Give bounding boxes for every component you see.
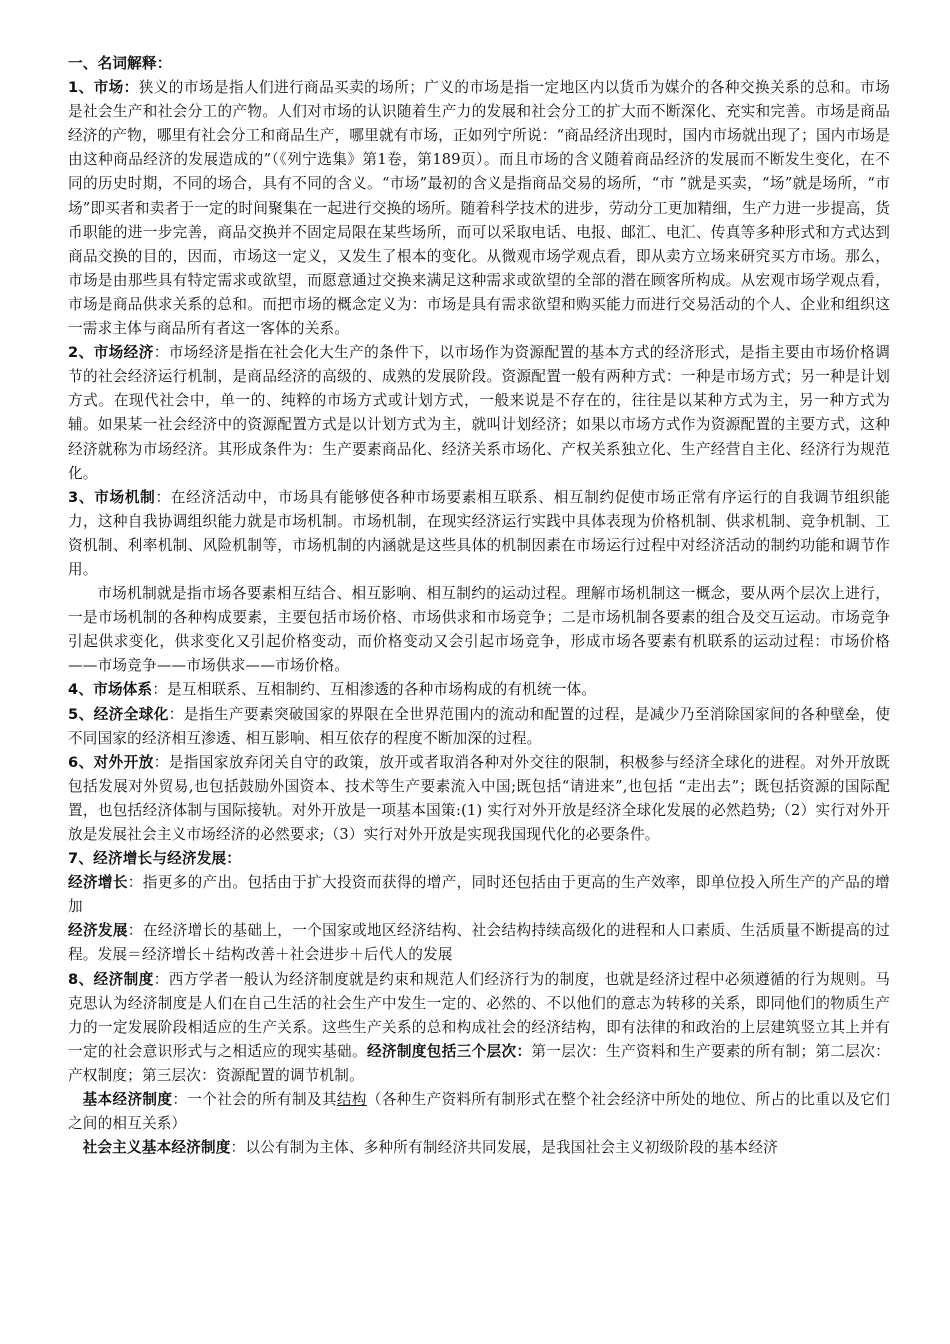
term-label: 1、市场： xyxy=(68,79,139,97)
term-market-system xyxy=(68,678,890,702)
term-definition-tail: （各种生产资料所有制形式在整个社会经济中所处的地位、所占的比重以及它们之间的相互关系） xyxy=(68,1091,890,1133)
term-basic-economic-system xyxy=(68,1088,890,1136)
term-label: 6、对外开放 xyxy=(68,753,154,771)
term-definition: ：在经济活动中，市场具有能够使各种市场要素相互联系、相互制约促使市场正常有序运行的自我调节组织能力，这种自我协调组织能力就是市场机制。市场机制，在现实经济运行实践中具体表现为价格机制、供求机制、竞争机制、工资机制、利率机制、风险机制等，市场机制的内涵就是这些具体的机制因素在市场运行过程中对经济活动的制约功能和调节作用。 xyxy=(68,488,890,578)
term-definition: ：是指国家放弃闭关自守的政策，放开或者取消各种对外交往的限制，积极参与经济全球化的进程。对外开放既包括发展对外贸易,也包括鼓励外国资本、技术等生产要素流入中国;既包括“请进来”,也包括 “走出去”；既包括资源的国际配置，也包括经济体制与国际接轨。对外开放是一项基本国策:(1) 实行对外开放是经济全球化发展的必然趋势;（2）实行对外开放是发展社会主义市场经济的必然要求;（3）实行对外开放是实现我国现代化的必要条件。 xyxy=(68,753,890,843)
term-market-mechanism xyxy=(68,486,890,582)
term-label: 基本经济制度 xyxy=(82,1091,173,1109)
section-heading: 一、名词解释： xyxy=(68,55,172,72)
term-label: 3、市场机制 xyxy=(68,488,156,506)
document-page xyxy=(68,52,890,1160)
term-label: 8、经济制度 xyxy=(68,970,154,988)
term-definition: 狭义的市场是指人们进行商品买卖的场所；广义的市场是指一定地区内以货币为媒介的各种交换关系的总和。市场是社会生产和社会分工的产物。人们对市场的认识随着生产力的发展和社会分工的扩大而不断深化、充实和完善。市场是商品经济的产物，哪里有社会分工和商品生产，哪里就有市场，正如列宁所说：“商品经济出现时，国内市场就出现了；国内市场是由这种商品经济的发展造成的”（《列宁选集》第1卷，第189页）。而且市场的含义随着商品经济的发展而不断发生变化，在不同的历史时期，不同的场合，具有不同的含义。“市场”最初的含义是指商品交易的场所，“市 ”就是买卖，“场”就是场所，“市场”即买者和卖者于一定的时间聚集在一起进行交换的场所。随着科学技术的进步，劳动分工更加精细，生产力进一步提高，货币职能的进一步完善，商品交换并不固定局限在某些场所，而可以采取电话、电报、邮汇、电汇、传真等多种形式和方式达到商品交换的目的，因而，市场这一定义，又发生了根本的变化。从微观市场学观点看，即从卖方立场来研究买方市场。那么，市场是由那些具有特定需求或欲望，而愿意通过交换来满足这种需求或欲望的全部的潜在顾客所构成。从宏观市场学观点看，市场是商品供求关系的总和。而把市场的概念定义为：市场是具有需求欲望和购买能力而进行交易活动的个人、企业和组织这一需求主体与商品所有者这一客体的关系。 xyxy=(68,79,890,338)
term-market xyxy=(68,76,890,341)
term-socialist-basic-economic-system xyxy=(68,1136,890,1160)
term-market-economy xyxy=(68,341,890,486)
term-label: 4、市场体系 xyxy=(68,681,153,699)
term-definition: ：指更多的产出。包括由于扩大投资而获得的增产，同时还包括由于更高的生产效率，即单位投入所生产的产品的增加 xyxy=(68,874,890,916)
term-economic-growth xyxy=(68,871,890,919)
term-levels: 第一层次：生产资料和生产要素的所有制；第二层次：产权制度；第三层次：资源配置的调节机制。 xyxy=(68,1042,890,1084)
term-growth-and-development: 7、经济增长与经济发展： xyxy=(68,850,242,868)
term-definition: ：在经济增长的基础上，一个国家或地区经济结构、社会结构持续高级化的进程和人口素质、生活质量不断提高的过程。发展＝经济增长＋结构改善＋社会进步＋后代人的发展 xyxy=(68,922,890,964)
term-label: 2、市场经济 xyxy=(68,344,154,362)
term-definition: ：西方学者一般认为经济制度就是约束和规范人们经济行为的制度，也就是经济过程中必须遵循的行为规则。马克思认为经济制度是人们在自己生活的社会生产中发生一定的、必然的、不以他们的意志为转移的关系，即同他们的物质生产力的一定发展阶段相适应的生产关系。这些生产关系的总和构成社会的经济结构，即有法律的和政治的上层建筑竖立其上并有一定的社会意识形式与之相适应的现实基础。 xyxy=(68,970,890,1060)
term-definition: ：市场经济是指在社会化大生产的条件下，以市场作为资源配置的基本方式的经济形式，是指主要由市场价格调节的社会经济运行机制，是商品经济的高级的、成熟的发展阶段。资源配置一般有两种方式：一种是市场方式；另一种是计划方式。在现代社会中，单一的、纯粹的市场方式或计划方式，一般来说是不存在的，往往是以某种方式为主，另一种方式为辅。如果某一社会经济中的资源配置方式是以计划方式为主，就叫计划经济；如果以市场方式作为资源配置的主要方式，这种经济就称为市场经济。其形成条件为：生产要素商品化、经济关系市场化、产权关系独立化、生产经营自主化、经济行为规范化。 xyxy=(68,344,890,482)
term-emphasis: 经济制度包括三个层次 xyxy=(366,1042,517,1060)
term-label: 社会主义基本经济制度 xyxy=(82,1139,231,1157)
term-opening-up xyxy=(68,751,890,847)
underlined-word: 结构 xyxy=(336,1091,367,1109)
term-definition: ：以公有制为主体、多种所有制经济共同发展，是我国社会主义初级阶段的基本经济 xyxy=(230,1139,778,1157)
term-definition: ：是互相联系、互相制约、互相渗透的各种市场构成的有机统一体。 xyxy=(152,681,597,699)
term-economic-development xyxy=(68,919,890,967)
term-definition: ：一个社会的所有制及其 xyxy=(172,1091,337,1109)
term-globalization xyxy=(68,703,890,751)
term-label: 5、经济全球化 xyxy=(68,705,169,723)
term-definition: ：是指生产要素突破国家的界限在全世界范围内的流动和配置的过程，是减少乃至消除国家间的各种壁垒，使不同国家的经济相互渗透、相互影响、相互依存的程度不断加深的过程。 xyxy=(68,705,890,747)
term-label: 经济发展 xyxy=(68,922,128,940)
term-economic-system xyxy=(68,968,890,1088)
term-market-mechanism-para2: 市场机制就是指市场各要素相互结合、相互影响、相互制约的运动过程。理解市场机制这一概念，要从两个层次上进行，一是市场机制的各种构成要素，主要包括市场价格、市场供求和市场竞争；二是市场机制各要素的组合及交互运动。市场竞争引起供求变化，供求变化又引起价格变动，而价格变动又会引起市场竞争，形成市场各要素有机联系的运动过程：市场价格——市场竞争——市场供求——市场价格。 xyxy=(68,585,890,675)
term-label: 经济增长 xyxy=(68,874,128,892)
term-colon: ： xyxy=(516,1042,532,1060)
